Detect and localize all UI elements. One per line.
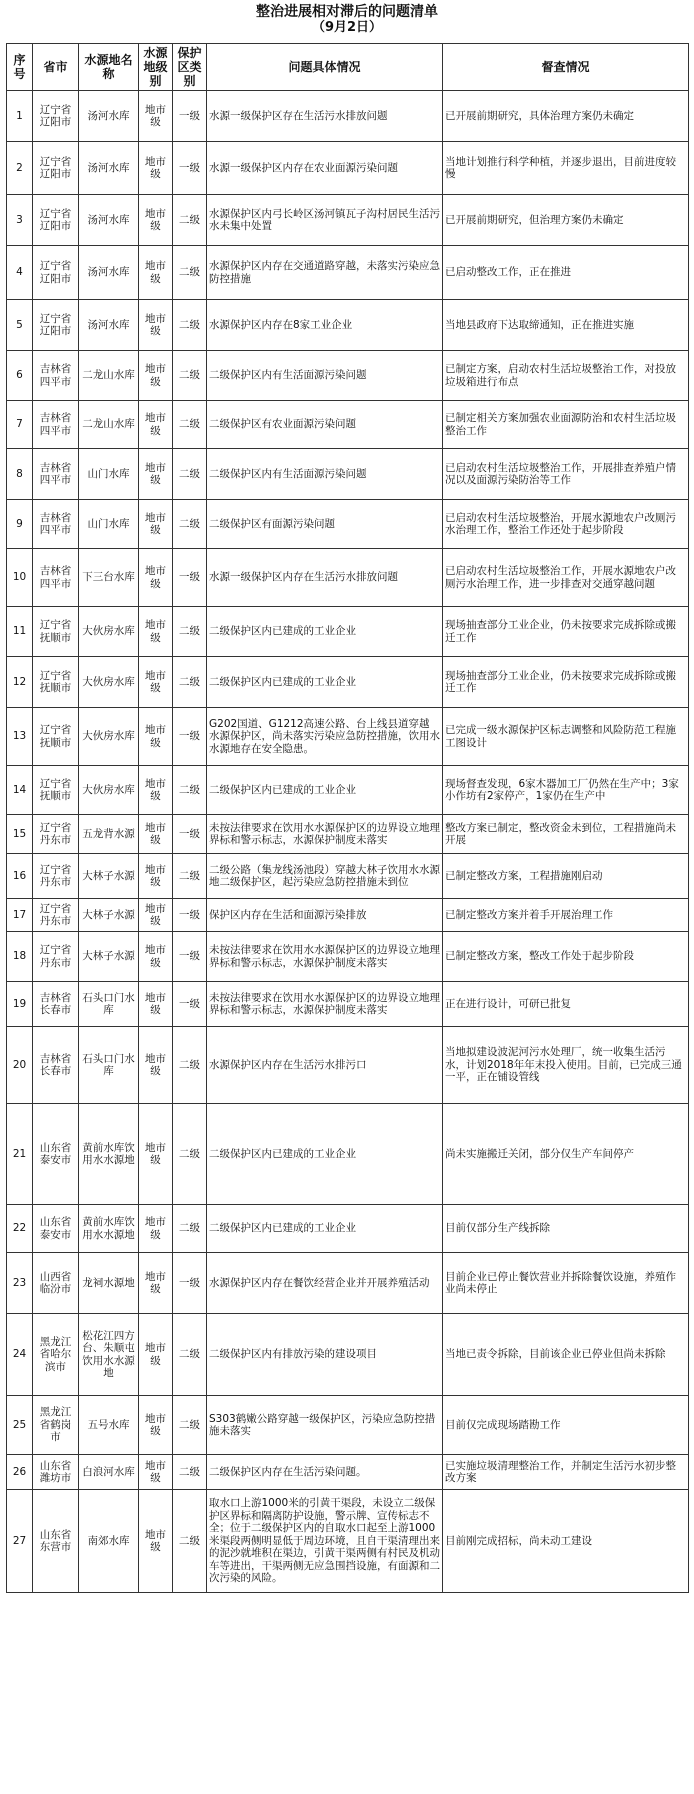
cell-status: 目前仅完成现场踏勘工作: [443, 1396, 689, 1455]
table-row: [7, 854, 689, 899]
cell-issue: 二级保护区内有排放污染的建设项目: [207, 1314, 443, 1396]
cell-source: 山门水库: [79, 449, 139, 500]
cell-city: 吉林省四平市: [33, 549, 79, 607]
cell-zone: 二级: [173, 401, 207, 449]
cell-issue: 水源一级保护区内存在农业面源污染问题: [207, 142, 443, 195]
cell-no: 20: [7, 1027, 33, 1104]
document-date: （9月2日）: [311, 20, 383, 35]
table-row: [7, 815, 689, 854]
cell-level: 地市级: [139, 500, 173, 549]
cell-issue: 未按法律要求在饮用水水源保护区的边界设立地理界标和警示标志，水源保护制度未落实: [207, 932, 443, 982]
cell-zone: 二级: [173, 300, 207, 351]
cell-issue: S303鹤嫩公路穿越一级保护区，污染应急防控措施未落实: [207, 1396, 443, 1455]
table-row: [7, 657, 689, 708]
cell-city: 辽宁省辽阳市: [33, 300, 79, 351]
cell-zone: 二级: [173, 766, 207, 815]
table-row: [7, 246, 689, 300]
table-row: [7, 899, 689, 932]
cell-zone: 二级: [173, 854, 207, 899]
cell-issue: 二级保护区内有生活面源污染问题: [207, 449, 443, 500]
cell-zone: 二级: [173, 195, 207, 246]
table-row: [7, 300, 689, 351]
table-row: [7, 982, 689, 1027]
cell-issue: 二级保护区有农业面源污染问题: [207, 401, 443, 449]
cell-status: 已启动农村生活垃圾整治，开展水源地农户改厕污水治理工作，整治工作还处于起步阶段: [443, 500, 689, 549]
cell-issue: 水源保护区内存在生活污水排污口: [207, 1027, 443, 1104]
cell-zone: 二级: [173, 1027, 207, 1104]
cell-city: 辽宁省丹东市: [33, 854, 79, 899]
cell-no: 6: [7, 351, 33, 401]
table-row: [7, 1104, 689, 1205]
cell-zone: 一级: [173, 982, 207, 1027]
cell-issue: 二级保护区有面源污染问题: [207, 500, 443, 549]
table-row: [7, 1253, 689, 1314]
cell-status: 已制定整改方案并着手开展治理工作: [443, 899, 689, 932]
cell-source: 大伙房水库: [79, 766, 139, 815]
table-row: [7, 1396, 689, 1455]
cell-issue: 二级公路（集龙线汤池段）穿越大林子饮用水水源地二级保护区，起污染应急防控措施未到位: [207, 854, 443, 899]
cell-level: 地市级: [139, 142, 173, 195]
cell-level: 地市级: [139, 657, 173, 708]
cell-no: 15: [7, 815, 33, 854]
cell-no: 19: [7, 982, 33, 1027]
cell-status: 尚未实施搬迁关闭，部分仅生产车间停产: [443, 1104, 689, 1205]
header-city: 省市: [33, 44, 79, 91]
cell-status: 正在进行设计，可研已批复: [443, 982, 689, 1027]
cell-no: 12: [7, 657, 33, 708]
cell-source: 大伙房水库: [79, 657, 139, 708]
table-row: [7, 449, 689, 500]
cell-level: 地市级: [139, 982, 173, 1027]
cell-level: 地市级: [139, 766, 173, 815]
cell-no: 5: [7, 300, 33, 351]
table-row: [7, 1314, 689, 1396]
cell-zone: 二级: [173, 657, 207, 708]
cell-issue: 二级保护区内已建成的工业企业: [207, 766, 443, 815]
cell-issue: 水源保护区内存在8家工业企业: [207, 300, 443, 351]
table-row: [7, 607, 689, 657]
table-row: [7, 500, 689, 549]
cell-city: 黑龙江省鹤岗市: [33, 1396, 79, 1455]
table-row: [7, 1027, 689, 1104]
table-row: [7, 351, 689, 401]
cell-issue: 二级保护区内已建成的工业企业: [207, 657, 443, 708]
cell-issue: 二级保护区内已建成的工业企业: [207, 1205, 443, 1253]
cell-issue: 二级保护区内已建成的工业企业: [207, 1104, 443, 1205]
document: [0, 4, 694, 1593]
cell-status: 目前企业已停止餐饮营业并拆除餐饮设施，养殖作业尚未停止: [443, 1253, 689, 1314]
cell-status: 已制定整改方案，工程措施刚启动: [443, 854, 689, 899]
cell-source: 大林子水源: [79, 899, 139, 932]
cell-source: 石头口门水库: [79, 1027, 139, 1104]
cell-city: 辽宁省辽阳市: [33, 142, 79, 195]
cell-level: 地市级: [139, 1027, 173, 1104]
table-row: [7, 766, 689, 815]
cell-zone: 二级: [173, 351, 207, 401]
cell-source: 汤河水库: [79, 246, 139, 300]
cell-zone: 一级: [173, 815, 207, 854]
cell-status: 目前仅部分生产线拆除: [443, 1205, 689, 1253]
cell-issue: 二级保护区内有生活面源污染问题: [207, 351, 443, 401]
cell-level: 地市级: [139, 1205, 173, 1253]
cell-issue: 水源保护区内弓长岭区汤河镇瓦子沟村居民生活污水未集中处置: [207, 195, 443, 246]
cell-level: 地市级: [139, 401, 173, 449]
cell-level: 地市级: [139, 1104, 173, 1205]
cell-city: 山东省潍坊市: [33, 1455, 79, 1490]
cell-level: 地市级: [139, 246, 173, 300]
cell-zone: 二级: [173, 1104, 207, 1205]
cell-zone: 一级: [173, 899, 207, 932]
cell-city: 山东省泰安市: [33, 1104, 79, 1205]
cell-no: 23: [7, 1253, 33, 1314]
cell-level: 地市级: [139, 1396, 173, 1455]
table-row: [7, 401, 689, 449]
cell-source: 石头口门水库: [79, 982, 139, 1027]
cell-city: 辽宁省丹东市: [33, 899, 79, 932]
cell-source: 龙祠水源地: [79, 1253, 139, 1314]
cell-source: 大伙房水库: [79, 607, 139, 657]
cell-status: 已启动农村生活垃圾整治工作，开展排查养殖户情况以及面源污染防治等工作: [443, 449, 689, 500]
cell-city: 吉林省长春市: [33, 982, 79, 1027]
cell-level: 地市级: [139, 195, 173, 246]
cell-no: 26: [7, 1455, 33, 1490]
cell-source: 白浪河水库: [79, 1455, 139, 1490]
cell-no: 13: [7, 708, 33, 766]
cell-city: 吉林省四平市: [33, 351, 79, 401]
cell-source: 二龙山水库: [79, 401, 139, 449]
cell-source: 五号水库: [79, 1396, 139, 1455]
cell-source: 黄前水库饮用水水源地: [79, 1104, 139, 1205]
cell-no: 16: [7, 854, 33, 899]
cell-source: 山门水库: [79, 500, 139, 549]
cell-zone: 二级: [173, 246, 207, 300]
cell-status: 已启动农村生活垃圾整治工作，开展水源地农户改厕污水治理工作，进一步排查对交通穿越问题: [443, 549, 689, 607]
cell-status: 已制定方案，启动农村生活垃圾整治工作，对投放垃圾箱进行布点: [443, 351, 689, 401]
cell-zone: 一级: [173, 932, 207, 982]
cell-no: 25: [7, 1396, 33, 1455]
cell-no: 14: [7, 766, 33, 815]
cell-status: 现场抽查部分工业企业，仍未按要求完成拆除或搬迁工作: [443, 607, 689, 657]
cell-level: 地市级: [139, 607, 173, 657]
cell-no: 18: [7, 932, 33, 982]
table-row: [7, 142, 689, 195]
cell-level: 地市级: [139, 300, 173, 351]
cell-source: 二龙山水库: [79, 351, 139, 401]
cell-city: 吉林省四平市: [33, 449, 79, 500]
cell-level: 地市级: [139, 549, 173, 607]
cell-no: 10: [7, 549, 33, 607]
cell-issue: 未按法律要求在饮用水水源保护区的边界设立地理界标和警示标志，水源保护制度未落实: [207, 815, 443, 854]
header-zone: 保护区类别: [173, 44, 207, 91]
cell-zone: 二级: [173, 449, 207, 500]
cell-status: 现场督查发现，6家木器加工厂仍然在生产中；3家小作坊有2家停产，1家仍在生产中: [443, 766, 689, 815]
cell-source: 汤河水库: [79, 195, 139, 246]
cell-level: 地市级: [139, 1253, 173, 1314]
cell-issue: 未按法律要求在饮用水水源保护区的边界设立地理界标和警示标志，水源保护制度未落实: [207, 982, 443, 1027]
table-row: [7, 932, 689, 982]
cell-city: 山东省东营市: [33, 1490, 79, 1593]
cell-no: 4: [7, 246, 33, 300]
cell-issue: 二级保护区内存在生活污染问题。: [207, 1455, 443, 1490]
cell-source: 南郊水库: [79, 1490, 139, 1593]
cell-status: 已实施垃圾清理整治工作，并制定生活污水初步整改方案: [443, 1455, 689, 1490]
cell-issue: G202国道、G1212高速公路、台上线县道穿越水源保护区，尚未落实污染应急防控措施，饮用水水源地存在安全隐患。: [207, 708, 443, 766]
cell-level: 地市级: [139, 708, 173, 766]
cell-no: 2: [7, 142, 33, 195]
cell-city: 辽宁省抚顺市: [33, 766, 79, 815]
cell-city: 辽宁省抚顺市: [33, 657, 79, 708]
cell-status: 已制定相关方案加强农业面源防治和农村生活垃圾整治工作: [443, 401, 689, 449]
cell-source: 松花江四方台、朱顺屯饮用水水源地: [79, 1314, 139, 1396]
cell-issue: 水源保护区内存在餐饮经营企业并开展养殖活动: [207, 1253, 443, 1314]
cell-source: 大林子水源: [79, 932, 139, 982]
cell-no: 21: [7, 1104, 33, 1205]
cell-city: 辽宁省辽阳市: [33, 91, 79, 142]
cell-city: 黑龙江省哈尔滨市: [33, 1314, 79, 1396]
table-row: [7, 91, 689, 142]
cell-status: 当地计划推行科学种植，并逐步退出，目前进度较慢: [443, 142, 689, 195]
cell-level: 地市级: [139, 449, 173, 500]
cell-no: 11: [7, 607, 33, 657]
cell-zone: 二级: [173, 1490, 207, 1593]
table-row: [7, 549, 689, 607]
cell-status: 整改方案已制定，整改资金未到位，工程措施尚未开展: [443, 815, 689, 854]
cell-zone: 二级: [173, 1396, 207, 1455]
cell-level: 地市级: [139, 91, 173, 142]
header-source: 水源地名称: [79, 44, 139, 91]
cell-no: 8: [7, 449, 33, 500]
cell-zone: 二级: [173, 1314, 207, 1396]
cell-no: 24: [7, 1314, 33, 1396]
cell-source: 汤河水库: [79, 142, 139, 195]
table-row: [7, 1490, 689, 1593]
table-body: [7, 91, 689, 1593]
cell-source: 大伙房水库: [79, 708, 139, 766]
header-status: 督查情况: [443, 44, 689, 91]
cell-city: 辽宁省丹东市: [33, 815, 79, 854]
cell-level: 地市级: [139, 815, 173, 854]
cell-level: 地市级: [139, 899, 173, 932]
cell-zone: 二级: [173, 1205, 207, 1253]
cell-issue: 水源一级保护区内存在生活污水排放问题: [207, 549, 443, 607]
cell-level: 地市级: [139, 1314, 173, 1396]
cell-city: 辽宁省辽阳市: [33, 246, 79, 300]
cell-source: 五龙背水源: [79, 815, 139, 854]
cell-no: 27: [7, 1490, 33, 1593]
cell-city: 山西省临汾市: [33, 1253, 79, 1314]
cell-status: 当地县政府下达取缔通知，正在推进实施: [443, 300, 689, 351]
cell-status: 已开展前期研究，具体治理方案仍未确定: [443, 91, 689, 142]
table-row: [7, 1205, 689, 1253]
table-row: [7, 708, 689, 766]
cell-city: 辽宁省抚顺市: [33, 607, 79, 657]
document-title: 整治进展相对滞后的问题清单: [256, 4, 438, 20]
cell-source: 汤河水库: [79, 91, 139, 142]
cell-no: 1: [7, 91, 33, 142]
cell-no: 3: [7, 195, 33, 246]
table-header-row: [7, 44, 689, 91]
header-issue: 问题具体情况: [207, 44, 443, 91]
cell-status: 现场抽查部分工业企业，仍未按要求完成拆除或搬迁工作: [443, 657, 689, 708]
cell-status: 已制定整改方案，整改工作处于起步阶段: [443, 932, 689, 982]
cell-city: 吉林省四平市: [33, 500, 79, 549]
cell-status: 已启动整改工作，正在推进: [443, 246, 689, 300]
cell-issue: 保护区内存在生活和面源污染排放: [207, 899, 443, 932]
cell-no: 7: [7, 401, 33, 449]
cell-zone: 一级: [173, 708, 207, 766]
cell-status: 已开展前期研究，但治理方案仍未确定: [443, 195, 689, 246]
cell-city: 吉林省长春市: [33, 1027, 79, 1104]
cell-city: 山东省泰安市: [33, 1205, 79, 1253]
cell-status: 目前刚完成招标，尚未动工建设: [443, 1490, 689, 1593]
cell-zone: 一级: [173, 91, 207, 142]
issue-table: [6, 43, 689, 1593]
cell-status: 当地拟建设波泥河污水处理厂，统一收集生活污水，计划2018年年末投入使用。目前，已完成三通一平，正在铺设管线: [443, 1027, 689, 1104]
cell-status: 当地已责令拆除，目前该企业已停业但尚未拆除: [443, 1314, 689, 1396]
table-row: [7, 195, 689, 246]
cell-level: 地市级: [139, 932, 173, 982]
cell-source: 大林子水源: [79, 854, 139, 899]
cell-zone: 二级: [173, 500, 207, 549]
header-level: 水源地级别: [139, 44, 173, 91]
cell-source: 汤河水库: [79, 300, 139, 351]
cell-level: 地市级: [139, 1490, 173, 1593]
cell-status: 已完成一级水源保护区标志调整和风险防范工程施工图设计: [443, 708, 689, 766]
cell-issue: 取水口上游1000米的引黄干渠段，未设立二级保护区界标和隔离防护设施，警示牌、宣传标志不全；位于二级保护区内的自取水口起至上游1000米渠段两侧明显低于周边环境，且自干渠清理出来的泥沙就堆积在渠边，引黄干渠两侧有村民及机动车等进出，干渠两侧无应急围挡设施，有面源和二次污染的风险。: [207, 1490, 443, 1593]
cell-city: 辽宁省辽阳市: [33, 195, 79, 246]
cell-issue: 水源一级保护区存在生活污水排放问题: [207, 91, 443, 142]
cell-city: 辽宁省抚顺市: [33, 708, 79, 766]
cell-city: 吉林省四平市: [33, 401, 79, 449]
cell-no: 22: [7, 1205, 33, 1253]
cell-level: 地市级: [139, 351, 173, 401]
header-no: 序号: [7, 44, 33, 91]
cell-source: 下三台水库: [79, 549, 139, 607]
cell-zone: 二级: [173, 607, 207, 657]
cell-issue: 水源保护区内存在交通道路穿越，未落实污染应急防控措施: [207, 246, 443, 300]
cell-zone: 一级: [173, 1253, 207, 1314]
cell-zone: 二级: [173, 1455, 207, 1490]
table-row: [7, 1455, 689, 1490]
cell-city: 辽宁省丹东市: [33, 932, 79, 982]
cell-level: 地市级: [139, 854, 173, 899]
cell-zone: 一级: [173, 142, 207, 195]
cell-no: 9: [7, 500, 33, 549]
cell-issue: 二级保护区内已建成的工业企业: [207, 607, 443, 657]
cell-zone: 一级: [173, 549, 207, 607]
cell-level: 地市级: [139, 1455, 173, 1490]
cell-no: 17: [7, 899, 33, 932]
cell-source: 黄前水库饮用水水源地: [79, 1205, 139, 1253]
